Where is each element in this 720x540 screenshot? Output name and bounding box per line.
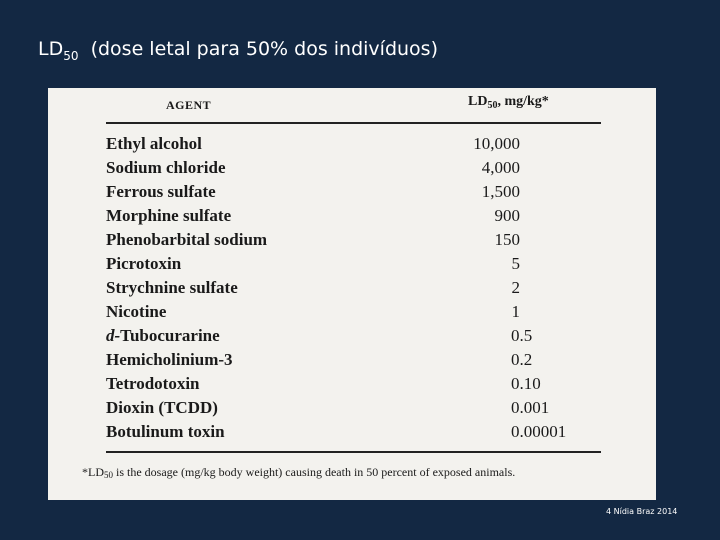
agent-name xyxy=(106,374,200,394)
table-row xyxy=(48,206,656,230)
ld50-value: 0.001 xyxy=(511,398,550,417)
table-row xyxy=(48,350,656,374)
agent-label: Sodium chloride xyxy=(106,158,226,177)
table-bottom-rule xyxy=(106,451,601,453)
agent-label: Nicotine xyxy=(106,302,167,321)
header-unit: , mg/kg* xyxy=(497,94,549,109)
agent-label: Picrotoxin xyxy=(106,254,182,273)
ld50-table-image xyxy=(48,88,656,500)
table-top-rule xyxy=(106,122,601,124)
agent-name xyxy=(106,422,225,442)
table-row xyxy=(48,422,656,446)
ld50-value: 0.00001 xyxy=(511,422,567,441)
agent-name xyxy=(106,206,231,226)
ld50-value: 0.10 xyxy=(511,374,541,393)
agent-label: Phenobarbital sodium xyxy=(106,230,268,249)
table-row xyxy=(48,254,656,278)
title-subscript: 50 xyxy=(63,48,79,63)
title-ld: LD xyxy=(38,38,64,60)
agent-label: Morphine sulfate xyxy=(106,206,232,225)
column-header-ld50 xyxy=(468,94,549,111)
agent-label: Strychnine sulfate xyxy=(106,278,238,297)
agent-label: Dioxin (TCDD) xyxy=(106,398,218,417)
footer-credit: 4 Nídia Braz 2014 xyxy=(606,507,678,516)
table-row xyxy=(48,326,656,350)
table-footnote xyxy=(82,463,622,485)
footnote-text: is the dosage (mg/kg body weight) causing death in 50 percent of exposed animals. xyxy=(113,465,516,479)
agent-prefix: d- xyxy=(106,326,121,345)
agent-name xyxy=(106,254,181,274)
header-ld: LD xyxy=(468,94,488,109)
table-row xyxy=(48,302,656,326)
agent-name xyxy=(106,182,216,202)
table-row xyxy=(48,374,656,398)
ld50-value: 0.2 xyxy=(511,350,533,369)
agent-name xyxy=(106,350,233,370)
footnote-subscript: 50 xyxy=(104,470,113,480)
footnote-marker: *LD xyxy=(82,465,104,479)
title-description: (dose letal para 50% dos indivíduos) xyxy=(78,38,438,60)
ld50-value: 10,000 xyxy=(473,134,520,153)
table-row xyxy=(48,158,656,182)
agent-name xyxy=(106,326,220,346)
agent-name xyxy=(106,158,226,178)
ld50-value: 5 xyxy=(511,254,520,273)
agent-name xyxy=(106,278,238,298)
agent-name xyxy=(106,398,218,418)
ld50-value: 2 xyxy=(511,278,520,297)
agent-label: Tetrodotoxin xyxy=(106,374,200,393)
agent-label: Tubocurarine xyxy=(120,326,220,345)
table-row xyxy=(48,278,656,302)
agent-label: Botulinum toxin xyxy=(106,422,225,441)
ld50-value: 900 xyxy=(494,206,520,225)
agent-name xyxy=(106,302,166,322)
agent-label: Hemicholinium-3 xyxy=(106,350,233,369)
slide-title xyxy=(38,38,438,63)
agent-label: Ethyl alcohol xyxy=(106,134,202,153)
ld50-value: 1,500 xyxy=(481,182,520,201)
column-header-agent: AGENT xyxy=(166,98,212,112)
table-body xyxy=(48,134,656,446)
ld50-value: 4,000 xyxy=(481,158,520,177)
table-row xyxy=(48,230,656,254)
table-row xyxy=(48,182,656,206)
agent-label: Ferrous sulfate xyxy=(106,182,216,201)
header-ld-subscript: 50 xyxy=(487,100,498,111)
agent-name xyxy=(106,230,267,250)
ld50-value: 1 xyxy=(511,302,520,321)
ld50-value: 0.5 xyxy=(511,326,533,345)
table-row xyxy=(48,398,656,422)
ld50-value: 150 xyxy=(494,230,520,249)
agent-name xyxy=(106,134,202,154)
table-row xyxy=(48,134,656,158)
